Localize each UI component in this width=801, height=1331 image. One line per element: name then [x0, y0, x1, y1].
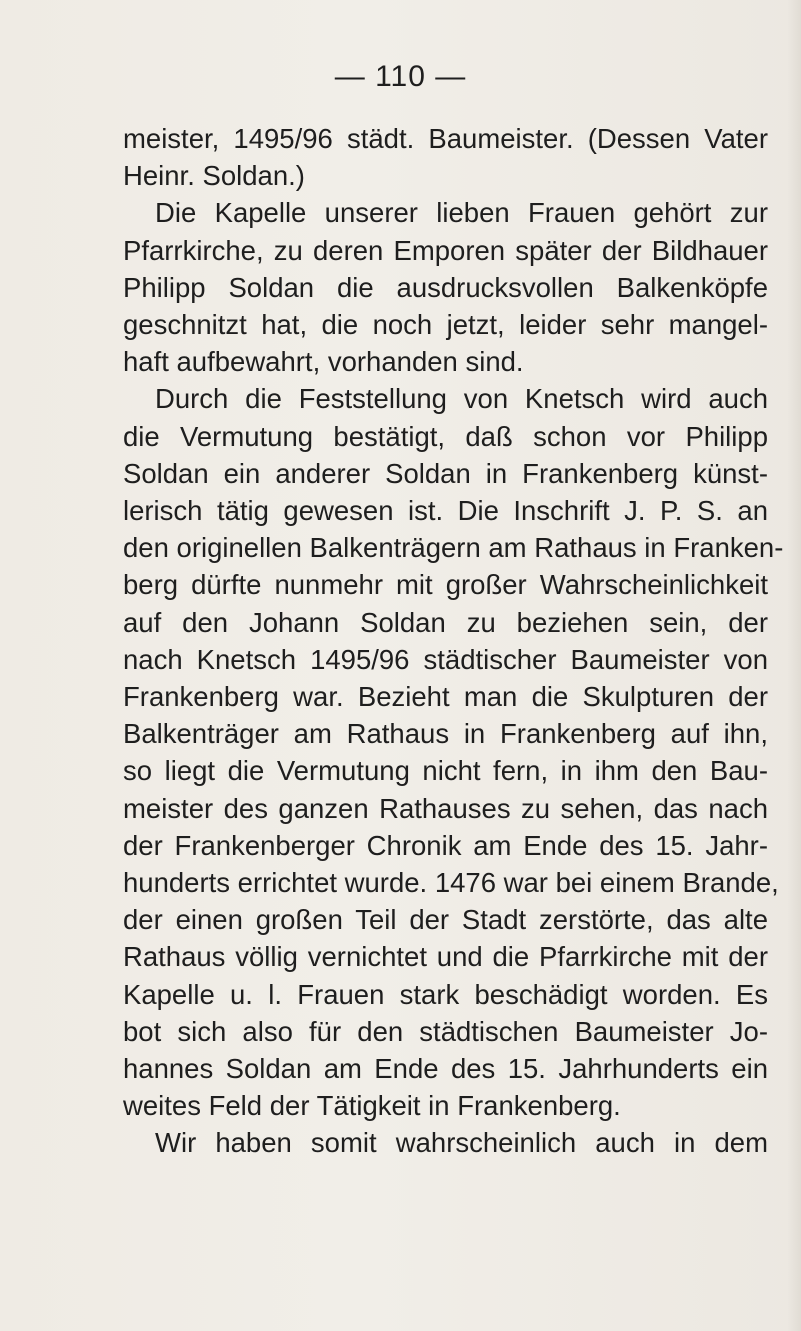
text-line: die Vermutung bestätigt, daß schon vor Philipp	[123, 420, 768, 452]
text-line: lerisch tätig gewesen ist. Die Inschrift J. P. S. an	[123, 495, 768, 527]
text-line: hunderts errichtet wurde. 1476 war bei einem Brande,	[123, 867, 779, 899]
text-line: der Frankenberger Chronik am Ende des 15. Jahr-	[123, 829, 768, 861]
text-line: der einen großen Teil der Stadt zerstörte, das alte	[123, 904, 768, 936]
text-line: meister des ganzen Rathauses zu sehen, das nach	[123, 792, 768, 824]
text-line: Balkenträger am Rathaus in Frankenberg auf ihn,	[123, 718, 768, 750]
text-line: Kapelle u. l. Frauen stark beschädigt worden. Es	[123, 978, 768, 1010]
text-line: Heinr. Soldan.)	[123, 160, 305, 192]
page-edge-shadow	[787, 0, 801, 1331]
text-line: Philipp Soldan die ausdrucksvollen Balkenköpfe	[123, 271, 768, 303]
text-line: haft aufbewahrt, vorhanden sind.	[123, 346, 524, 378]
text-line: Wir haben somit wahrscheinlich auch in dem	[155, 1127, 768, 1159]
text-line: Pfarrkirche, zu deren Emporen später der Bildhauer	[123, 234, 768, 266]
text-line: hannes Soldan am Ende des 15. Jahrhunderts ein	[123, 1053, 768, 1085]
text-line: Die Kapelle unserer lieben Frauen gehört zur	[155, 197, 768, 229]
body-text	[123, 120, 784, 1162]
text-line: Soldan ein anderer Soldan in Frankenberg künst-	[123, 457, 768, 489]
text-line: bot sich also für den städtischen Baumeister Jo-	[123, 1015, 768, 1047]
text-line: meister, 1495/96 städt. Baumeister. (Dessen Vater	[123, 123, 768, 154]
text-line: nach Knetsch 1495/96 städtischer Baumeister von	[123, 643, 768, 675]
text-line: so liegt die Vermutung nicht fern, in ihm den Bau-	[123, 755, 768, 787]
text-line: Frankenberg war. Bezieht man die Skulpturen der	[123, 681, 768, 713]
page-number: — 110 —	[334, 60, 467, 93]
text-line: berg dürfte nunmehr mit großer Wahrscheinlichkeit	[123, 569, 768, 601]
text-line: weites Feld der Tätigkeit in Frankenberg.	[123, 1090, 621, 1122]
text-line: Rathaus völlig vernichtet und die Pfarrkirche mit der	[123, 941, 768, 973]
text-line: den originellen Balkenträgern am Rathaus in Franken-	[123, 532, 784, 564]
text-line: Durch die Feststellung von Knetsch wird auch	[155, 383, 768, 415]
text-line: geschnitzt hat, die noch jetzt, leider sehr mangel-	[123, 309, 768, 341]
text-line: auf den Johann Soldan zu beziehen sein, der	[123, 606, 768, 638]
